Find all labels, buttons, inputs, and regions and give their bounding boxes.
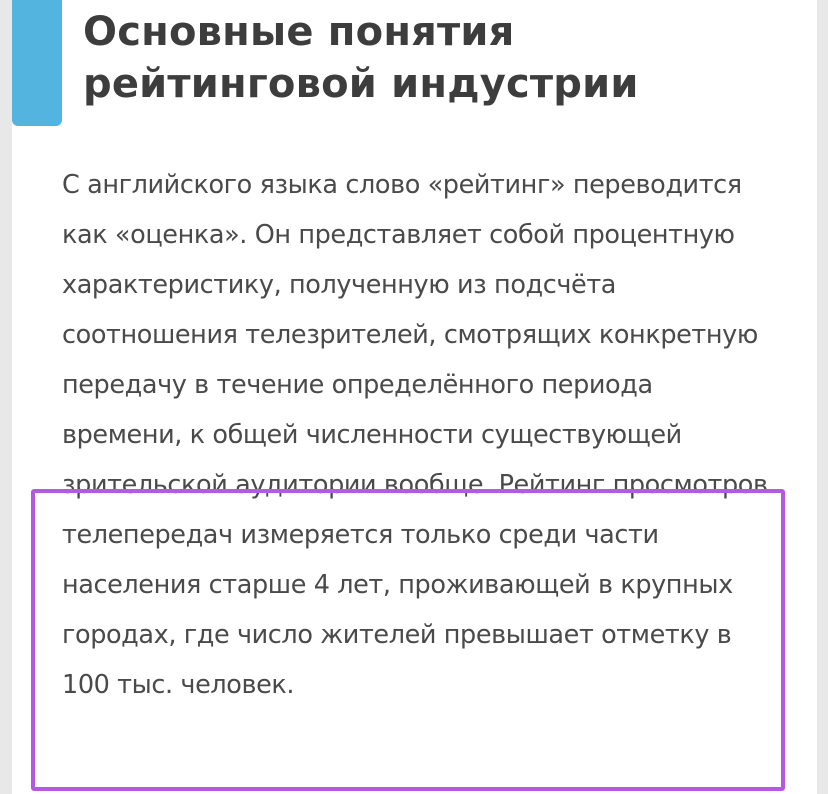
heading-accent-bar: [12, 0, 62, 126]
article-paragraph: С английского языка слово «рейтинг» переводится как «оценка». Он представляет собой процентную характеристику, полученную из подсчёта соотношения телезрителей, смотрящих конкретную передачу в течение определённого периода времени, к общей численности существующей зрительской аудитории вообще. Рейтинг просмотров телепередач измеряется только среди части населения старше 4 лет, проживающей в крупных городах, где число жителей превышает отметку в 100 тыс. человек.: [62, 170, 768, 700]
section-heading: Основные понятия рейтинговой индустрии: [83, 9, 639, 107]
